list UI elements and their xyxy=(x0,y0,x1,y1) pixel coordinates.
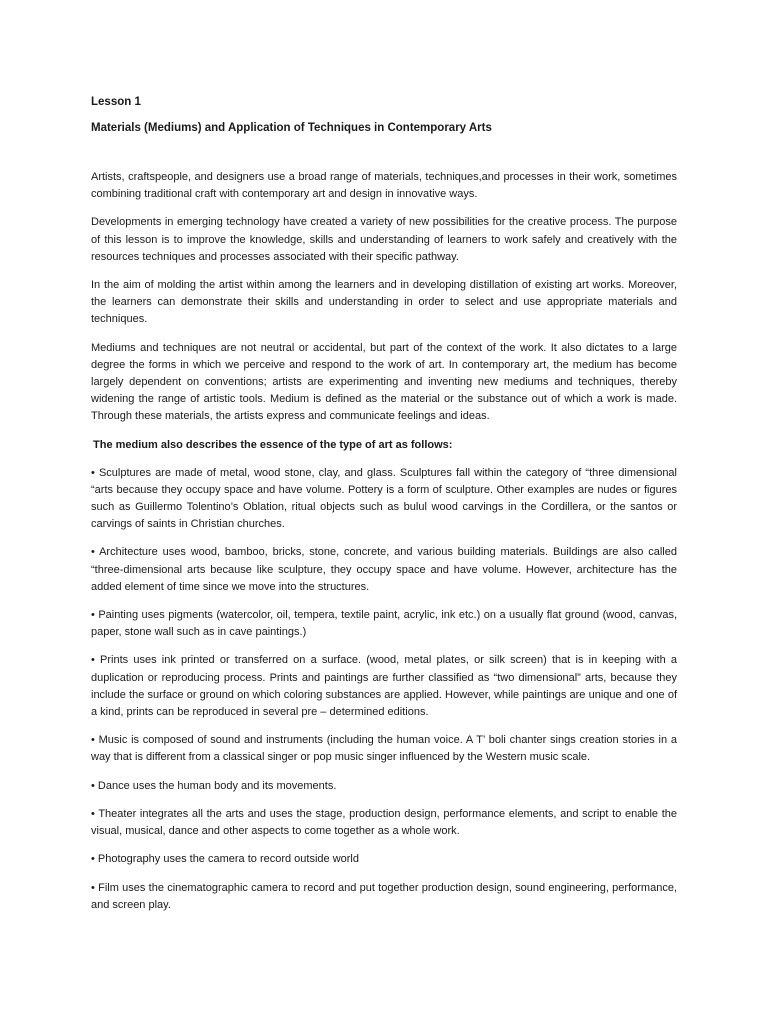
bullet-item-painting: • Painting uses pigments (watercolor, oil, tempera, textile paint, acrylic, ink etc.) on a usually flat ground (wood, canvas, paper, stone wall such as in cave paintings.) xyxy=(91,609,677,639)
bullet-item-music: • Music is composed of sound and instruments (including the human voice. A T’ boli chanter sings creation stories in a way that is different from a classical singer or pop music singer influenced by the Western music scale. xyxy=(91,734,677,764)
bullet-item-prints: • Prints uses ink printed or transferred on a surface. (wood, metal plates, or silk screen) that is in keeping with a duplication or reproducing process. Prints and paintings are further classified as “two dimensional” arts, because they include the surface or ground on which coloring substances are applied. However, while paintings are unique and one of a kind, prints can be reproduced in several pre – determined editions. xyxy=(91,654,677,719)
lesson-label: Lesson 1 xyxy=(91,96,141,108)
paragraph: Artists, craftspeople, and designers use a broad range of materials, techniques,and processes in their work, sometimes combining traditional craft with contemporary art and design in innovative ways. xyxy=(91,171,677,201)
paragraph: In the aim of molding the artist within among the learners and in developing distillation of existing art works. Moreover, the learners can demonstrate their skills and understanding in order to select and use appropriate materials and techniques. xyxy=(91,279,677,326)
bullet-item-photography: • Photography uses the camera to record outside world xyxy=(91,853,359,866)
paragraph: Developments in emerging technology have created a variety of new possibilities for the creative process. The purpose of this lesson is to improve the knowledge, skills and understanding of learners to work safely and creatively with the resources techniques and processes associated with their specific pathway. xyxy=(91,216,677,263)
bullet-item-sculpture: • Sculptures are made of metal, wood stone, clay, and glass. Sculptures fall within the category of “three dimensional “arts because they occupy space and have volume. Pottery is a form of sculpture. Other examples are nudes or figures such as Guillermo Tolentino’s Oblation, ritual objects such as bulul wood carvings in the Cordillera, or the santos or carvings of saints in Christian churches. xyxy=(91,466,677,531)
section-subheading: The medium also describes the essence of the type of art as follows: xyxy=(93,438,453,451)
page-title: Materials (Mediums) and Application of Techniques in Contemporary Arts xyxy=(91,122,492,134)
intro-section xyxy=(91,169,677,426)
bullet-item-architecture: • Architecture uses wood, bamboo, bricks, stone, concrete, and various building materials. Buildings are also called “three-dimensional arts because like sculpture, they occupy space and have volume. However, architecture has the added element of time since we move into the structures. xyxy=(91,546,677,593)
bullet-item-film: • Film uses the cinematographic camera to record and put together production design, sound engineering, performance, and screen play. xyxy=(91,881,677,911)
bullet-item-dance: • Dance uses the human body and its movements. xyxy=(91,779,337,792)
bullet-item-theater: • Theater integrates all the arts and uses the stage, production design, performance elements, and script to enable the visual, musical, dance and other aspects to come together as a whole work. xyxy=(91,807,677,838)
medium-bullet-list xyxy=(91,465,677,914)
paragraph: Mediums and techniques are not neutral or accidental, but part of the context of the work. It also dictates to a large degree the forms in which we perceive and respond to the work of art. In contemporary art, the medium has become largely dependent on conventions; artists are experimenting and inventing new mediums and techniques, thereby widening the range of artistic tools. Medium is defined as the material or the substance out of which a work is made. Through these materials, the artists express and communicate feelings and ideas. xyxy=(91,341,677,423)
